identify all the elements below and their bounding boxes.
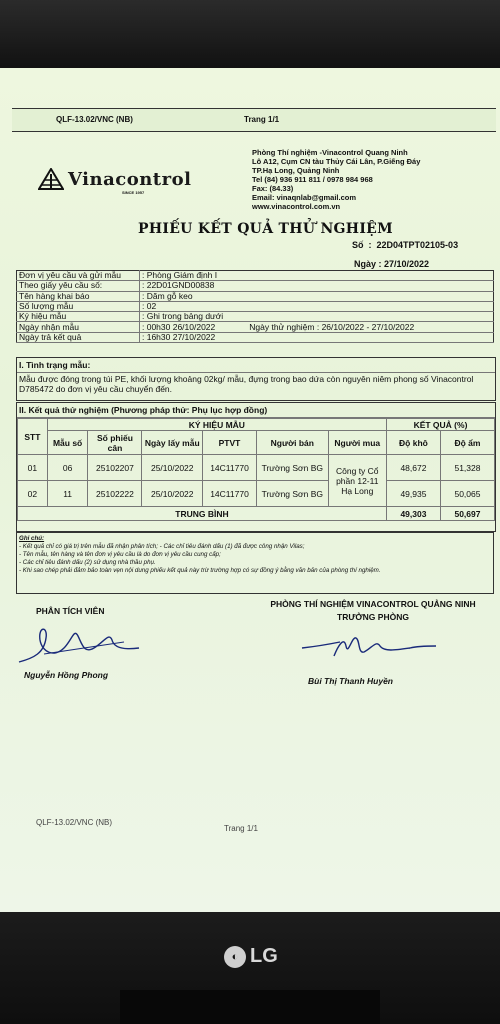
info-row xyxy=(17,301,494,311)
analyst-name: Nguyễn Hồng Phong xyxy=(24,670,109,680)
header-form-code: QLF-13.02/VNC (NB) xyxy=(56,115,133,124)
info-value xyxy=(140,271,494,281)
header-page-number: Trang 1/1 xyxy=(244,115,280,124)
note-line: - Các chỉ tiêu đánh dấu (2) sử dụng nhà thầu phụ. xyxy=(19,559,156,566)
lab-address-2: TP.Hạ Long, Quảng Ninh xyxy=(252,166,340,175)
info-value-text: : 22D01GND00838 xyxy=(142,280,215,291)
info-value xyxy=(140,322,494,332)
info-key: Đơn vị yêu cầu và gửi mẫu xyxy=(17,271,140,281)
average-row xyxy=(18,507,495,521)
document-date: Ngày : 27/10/2022 xyxy=(354,259,430,269)
document-number-label: Số xyxy=(352,240,364,250)
row-vehicle: 14C11770 xyxy=(203,455,257,481)
average-label: TRUNG BÌNH xyxy=(18,507,387,521)
info-key: Tên hàng khai báo xyxy=(17,291,140,301)
info-key: Ngày trả kết quả xyxy=(17,332,140,342)
col-vehicle: PTVT xyxy=(203,431,257,455)
notes-section xyxy=(16,532,494,594)
info-key: Ngày nhận mẫu xyxy=(17,322,140,332)
test-result-document xyxy=(12,108,496,920)
info-value-text: : 00h30 26/10/2022 xyxy=(142,321,216,332)
col-sampling-date: Ngày lấy mẫu xyxy=(142,431,203,455)
vinacontrol-emblem-icon xyxy=(38,168,64,190)
info-key: Ký hiệu mẫu xyxy=(17,312,140,322)
row-moisture: 51,328 xyxy=(440,455,494,481)
sample-condition-section xyxy=(16,357,496,401)
note-line: - Kết quả chỉ có giá trị trên mẫu đã nhận phân tích; - Các chỉ tiêu đánh dấu (1) đã được công nhận Vilas; xyxy=(19,543,305,550)
info-row xyxy=(17,332,494,342)
info-value-text: : Ghi trong bảng dưới xyxy=(142,311,224,322)
col-weigh-ticket: Số phiếu cân xyxy=(88,431,142,455)
info-value xyxy=(140,312,494,322)
row-sample-no: 11 xyxy=(47,481,88,507)
footer-form-code: QLF-13.02/VNC (NB) xyxy=(36,818,113,827)
document-number-value: 22D04TPT02105-03 xyxy=(376,240,459,250)
row-sample-no: 06 xyxy=(47,455,88,481)
lab-head-org: PHÒNG THÍ NGHIỆM VINACONTROL QUẢNG NINH xyxy=(270,599,476,609)
row-seller: Trường Sơn BG xyxy=(257,481,329,507)
logo-since: SINCE 1957 xyxy=(122,190,145,195)
lab-website: www.vinacontrol.com.vn xyxy=(252,202,341,211)
footer-page-number: Trang 1/1 xyxy=(224,824,258,833)
row-sampling-date: 25/10/2022 xyxy=(142,481,203,507)
info-key: Theo giấy yêu cầu số: xyxy=(17,281,140,291)
info-value-text: : Phòng Giám định I xyxy=(142,270,218,281)
info-row xyxy=(17,322,494,332)
info-row xyxy=(17,271,494,281)
header-band xyxy=(12,108,496,132)
document-title: PHIẾU KẾT QUẢ THỬ NGHIỆM xyxy=(138,221,393,237)
col-sample-id-group: KÝ HIỆU MẪU xyxy=(47,419,386,431)
lab-head-name: Bùi Thị Thanh Huyền xyxy=(308,676,393,686)
row-sampling-date: 25/10/2022 xyxy=(142,455,203,481)
row-moisture: 50,065 xyxy=(440,481,494,507)
row-weigh-ticket: 25102207 xyxy=(88,455,142,481)
info-value-text: : 16h30 27/10/2022 xyxy=(142,331,216,342)
lab-tel: Tel (84) 936 911 811 / 0978 984 968 xyxy=(252,175,373,184)
lab-address-1: Lô A12, Cụm CN tàu Thủy Cái Lân, P.Giếng Đáy xyxy=(252,157,421,166)
analyst-title: PHÂN TÍCH VIÊN xyxy=(36,606,105,616)
logo-wordmark: Vinacontrol xyxy=(68,168,192,190)
info-value-text: : 02 xyxy=(142,301,157,312)
info-row xyxy=(17,281,494,291)
row-vehicle: 14C11770 xyxy=(203,481,257,507)
info-key: Số lượng mẫu xyxy=(17,301,140,311)
analyst-signature-icon xyxy=(14,618,144,668)
info-value-text: : Dăm gỗ keo xyxy=(142,290,193,301)
row-seller: Trường Sơn BG xyxy=(257,455,329,481)
info-row xyxy=(17,291,494,301)
average-moisture: 50,697 xyxy=(440,507,494,521)
notes-title: Ghi chú: xyxy=(19,535,45,542)
col-result-group: KẾT QUẢ (%) xyxy=(386,419,494,431)
row-dryness: 48,672 xyxy=(386,455,440,481)
row-weigh-ticket: 25102222 xyxy=(88,481,142,507)
info-row xyxy=(17,312,494,322)
table-row xyxy=(18,455,495,481)
row-dryness: 49,935 xyxy=(386,481,440,507)
sample-condition-text: Mẫu được đóng trong túi PE, khối lượng khoảng 02kg/ mẫu, đựng trong bao dứa còn nguyên niêm phong số Vinacontrol D785472 do đơn vị yêu cầu chuyển đến. xyxy=(19,374,474,394)
row-buyer: Công ty Cổ phần 12-11 Hạ Long xyxy=(328,455,386,507)
average-dryness: 49,303 xyxy=(386,507,440,521)
lab-head-signature-icon xyxy=(300,626,440,666)
table-row xyxy=(18,481,495,507)
note-line: - Khi sao chép phải đảm bảo toàn vẹn nội dung phiếu kết quả này trừ trường hợp có sự đồng ý bằng văn bản của phòng thí nghiệm. xyxy=(19,567,381,574)
vinacontrol-logo xyxy=(38,168,191,190)
test-results-heading: II. Kết quả thử nghiệm (Phương pháp thử: Phụ lục hợp đồng) xyxy=(17,403,495,418)
lg-emblem-icon: ◐ xyxy=(224,946,246,968)
col-sample-no: Mẫu số xyxy=(47,431,88,455)
document-number: Số : 22D04TPT02105-03 xyxy=(352,240,459,250)
lab-contact-block xyxy=(252,148,420,211)
info-value-secondary: Ngày thử nghiệm : 26/10/2022 - 27/10/2022 xyxy=(249,321,415,332)
test-results-section xyxy=(16,402,496,532)
col-seller: Người bán xyxy=(257,431,329,455)
request-info-table xyxy=(16,270,494,343)
lab-head-title-block xyxy=(248,598,498,624)
sample-condition-heading: I. Tình trạng mẫu: xyxy=(17,358,495,373)
monitor-stand xyxy=(120,990,380,1024)
lg-wordmark: LG xyxy=(250,945,278,967)
col-buyer: Người mua xyxy=(328,431,386,455)
row-stt: 02 xyxy=(18,481,48,507)
col-moisture: Độ ẩm xyxy=(440,431,494,455)
info-value xyxy=(140,281,494,291)
row-stt: 01 xyxy=(18,455,48,481)
col-dryness: Độ khô xyxy=(386,431,440,455)
note-line: - Tên mẫu, tên hàng và tên đơn vị yêu cầu là do đơn vị yêu cầu cung cấp; xyxy=(19,551,221,558)
lab-head-role: TRƯỞNG PHÒNG xyxy=(337,612,409,622)
lab-email: Email: vinaqnlab@gmail.com xyxy=(252,193,357,202)
info-value xyxy=(140,301,494,311)
monitor-bezel-top xyxy=(0,0,500,70)
info-value xyxy=(140,332,494,342)
results-table xyxy=(17,418,495,521)
lab-fax: Fax: (84.33) xyxy=(252,184,294,193)
lg-logo xyxy=(224,945,278,968)
col-stt: STT xyxy=(18,419,48,455)
lab-name: Phòng Thí nghiệm -Vinacontrol Quang Ninh xyxy=(252,148,408,157)
info-value xyxy=(140,291,494,301)
